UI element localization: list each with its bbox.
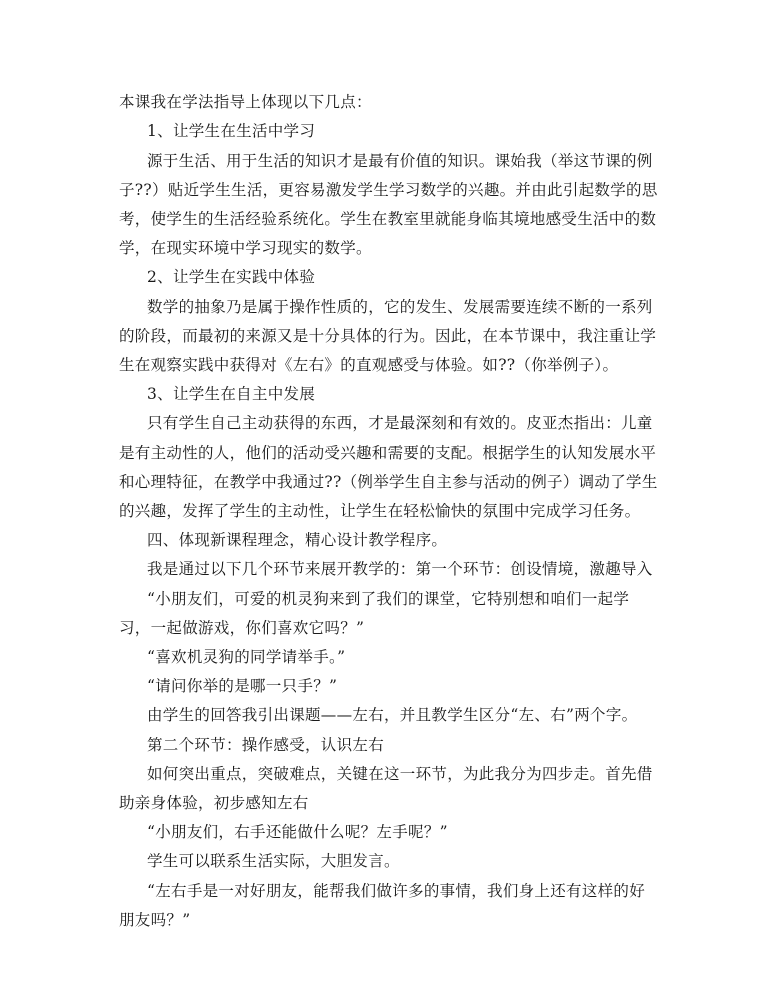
text-line: 习，一起做游戏，你们喜欢它吗？” bbox=[119, 619, 365, 637]
text-line: 学，在现实环境中学习现实的数学。 bbox=[119, 239, 372, 257]
text-line: 数学的抽象乃是属于操作性质的，它的发生、发展需要连续不断的一系列 bbox=[147, 298, 653, 316]
text-line: 只有学生自己主动获得的东西，才是最深刻和有效的。皮亚杰指出：儿童 bbox=[147, 414, 653, 432]
text-line: “喜欢机灵狗的同学请举手。” bbox=[147, 648, 346, 666]
text-line: “小朋友们，右手还能做什么呢？左手呢？” bbox=[147, 823, 448, 841]
text-line: 我是通过以下几个环节来展开教学的：第一个环节：创设情境，激趣导入 bbox=[147, 560, 653, 578]
section-heading: 3、让学生在自主中发展 bbox=[147, 385, 316, 403]
text-line: 子??）贴近学生生活，更容易激发学生学习数学的兴趣。并由此引起数学的思 bbox=[119, 181, 658, 199]
text-line: “左右手是一对好朋友，能帮我们做许多的事情，我们身上还有这样的好 bbox=[147, 882, 646, 900]
section-heading: 2、让学生在实践中体验 bbox=[147, 268, 316, 286]
section-heading: 第二个环节：操作感受，认识左右 bbox=[147, 736, 385, 754]
text-line: “请问你举的是哪一只手？” bbox=[147, 677, 338, 695]
text-line: 源于生活、用于生活的知识才是最有价值的知识。课始我（举这节课的例 bbox=[147, 152, 653, 170]
text-line: 的兴趣，发挥了学生的主动性，让学生在轻松愉快的氛围中完成学习任务。 bbox=[119, 502, 641, 520]
text-line: 由学生的回答我引出课题——左右，并且教学生区分“左、右”两个字。 bbox=[147, 706, 638, 724]
text-line: 助亲身体验，初步感知左右 bbox=[119, 794, 309, 812]
text-line: “小朋友们，可爱的机灵狗来到了我们的课堂，它特别想和咱们一起学 bbox=[147, 590, 630, 608]
section-heading: 1、让学生在生活中学习 bbox=[147, 122, 316, 140]
text-line: 朋友吗？” bbox=[119, 911, 191, 929]
text-line: 生在观察实践中获得对《左右》的直观感受与体验。如??（你举例子）。 bbox=[119, 356, 619, 374]
text-line: 的阶段，而最初的来源又是十分具体的行为。因此，在本节课中，我注重让学 bbox=[119, 327, 657, 345]
section-heading: 四、体现新课程理念，精心设计教学程序。 bbox=[147, 531, 448, 549]
text-line: 学生可以联系生活实际，大胆发言。 bbox=[147, 852, 400, 870]
text-line: 如何突出重点，突破难点，关键在这一环节，为此我分为四步走。首先借 bbox=[147, 765, 653, 783]
text-line: 和心理特征，在教学中我通过??（例举学生自主参与活动的例子）调动了学生 bbox=[119, 473, 658, 491]
text-line: 考，使学生的生活经验系统化。学生在教室里就能身临其境地感受生活中的数 bbox=[119, 210, 657, 228]
text-line: 本课我在学法指导上体现以下几点： bbox=[119, 93, 372, 111]
text-line: 是有主动性的人，他们的活动受兴趣和需要的支配。根据学生的认知发展水平 bbox=[119, 444, 657, 462]
